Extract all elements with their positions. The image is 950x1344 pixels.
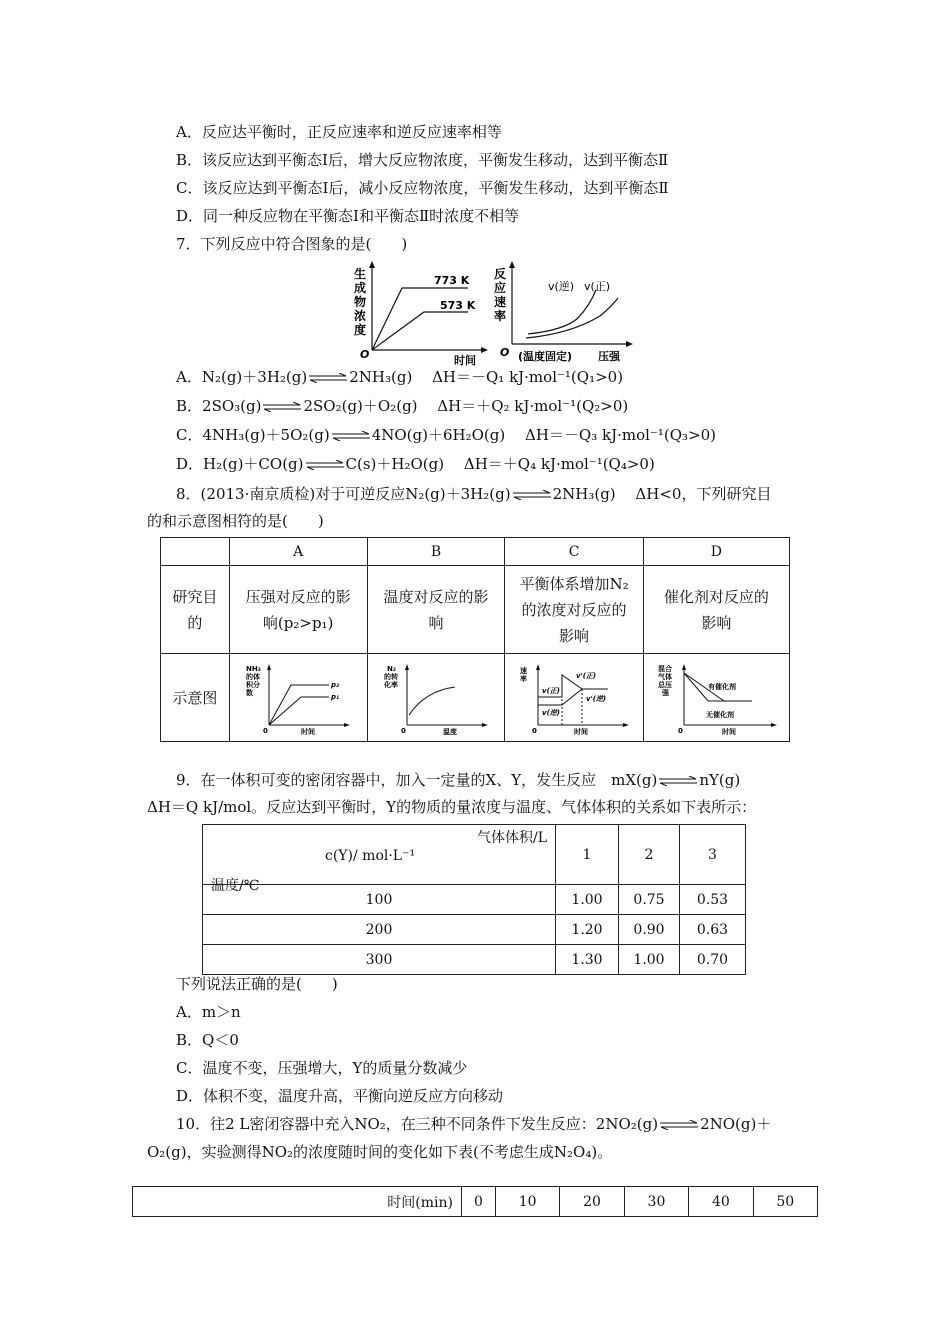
q8-purpose-d: 催化剂对反应的 影响 [643,566,789,654]
svg-text:的转: 的转 [384,672,399,681]
svg-text:v'(正): v'(正) [576,671,597,680]
q9-cell: 0.53 [680,885,746,915]
q10-header-time: 时间(min) [133,1187,462,1217]
svg-text:温度: 温度 [443,727,458,735]
q9-cell: 0.70 [680,945,746,975]
q8-stem: 8．(2013·南京质检)对于可逆反应N₂(g)＋3H₂(g) 2NH₃(g) ΔH<0，下列研究目 [176,485,772,503]
g1-ylabel-0: 生 [354,267,367,281]
g1-ylabel-4: 度 [354,323,367,337]
q6-option-a: A．反应达平衡时，正反应速率和逆反应速率相等 [176,123,502,141]
q7-option-b: B．2SO₃(g) 2SO₂(g)＋O₂(g) ΔH＝＋Q₂ kJ·mol⁻¹(Q₂>0) [176,397,629,415]
q10-stem-line1: 10．往2 L密闭容器中充入NO₂，在三种不同条件下发生反应：2NO₂(g) 2NO(g)＋ [176,1115,772,1133]
q8-table [160,537,790,742]
q8-figure-a [229,654,367,742]
equilibrium-arrow-icon [305,460,345,470]
q9-cell: 1.20 [556,915,619,945]
q7-graph1 [354,261,488,367]
g2-ylabel-1: 应 [494,281,507,295]
q9-table [202,824,746,975]
q7-stem: 7．下列反应中符合图象的是( ) [176,235,408,253]
q9-temp-300: 300 [203,945,556,975]
q10-time: 40 [689,1187,753,1217]
q10-time: 50 [753,1187,817,1217]
q9-stem-line2: ΔH＝Q kJ/mol。反应达到平衡时，Y的物质的量浓度与温度、气体体积的关系如下表所示： [147,798,757,816]
q9-cell: 1.00 [619,945,680,975]
q7-option-a: A．N₂(g)＋3H₂(g) 2NH₃(g) ΔH＝－Q₁ kJ·mol⁻¹(Q₁>0) [176,368,624,386]
svg-text:时间: 时间 [301,727,316,735]
q8-purpose-a: 压强对反应的影 响(p₂>p₁) [229,566,367,654]
svg-text:总压: 总压 [658,680,673,689]
svg-text:0: 0 [678,726,684,735]
svg-text:0: 0 [401,726,406,735]
q7-option-d: D．H₂(g)＋CO(g) C(s)＋H₂O(g) ΔH＝＋Q₄ kJ·mol⁻¹(Q₄>0) [176,455,655,473]
equilibrium-arrow-icon [659,1120,699,1130]
g2-ylabel-2: 速 [494,295,507,309]
g2-ylabel-3: 率 [494,309,507,323]
equilibrium-arrow-icon [262,402,302,412]
q7-graphs [340,260,640,370]
svg-text:v(正): v(正) [542,686,561,695]
g2-curve-rev: v(逆) [548,280,575,293]
q10-time: 30 [624,1187,688,1217]
g2-xlabel: 压强 [598,350,620,363]
g2-curve-fwd: v(正) [584,280,611,293]
q10-time: 0 [462,1187,496,1217]
svg-text:v'(逆): v'(逆) [586,694,607,703]
q6-option-b: B．该反应达到平衡态Ⅰ后，增大反应物浓度，平衡发生移动，达到平衡态Ⅱ [176,151,669,169]
q9-corner-cell [203,825,556,894]
svg-text:气体: 气体 [658,672,673,681]
q6-option-d: D．同一种反应物在平衡态Ⅰ和平衡态Ⅱ时浓度不相等 [176,207,520,225]
equilibrium-arrow-icon [308,373,348,383]
q8-purpose-c: 平衡体系增加N₂ 的浓度对反应的 影响 [505,566,643,654]
q8-figure-d [643,654,789,742]
q9-option-a: A．m＞n [176,1003,241,1021]
svg-text:混合: 混合 [658,664,673,673]
svg-text:时间: 时间 [722,727,737,735]
q8-figure-c [505,654,643,742]
q9-corner-temp: 温度/℃ [211,878,260,894]
svg-text:强: 强 [662,688,670,697]
svg-text:时间: 时间 [574,727,589,735]
q9-corner-volume: 气体体积/L [476,830,547,846]
q9-cell: 0.90 [619,915,680,945]
svg-text:NH₃: NH₃ [246,664,261,673]
q9-vol-1: 1 [556,825,619,885]
q6-option-c: C．该反应达到平衡态Ⅰ后，减小反应物浓度，平衡发生移动，达到平衡态Ⅱ [176,179,669,197]
g1-ylabel-3: 浓 [354,309,367,323]
q9-question: 下列说法正确的是( ) [176,975,338,993]
q9-vol-2: 2 [619,825,680,885]
svg-text:速: 速 [520,666,528,675]
svg-text:化率: 化率 [384,680,399,689]
equilibrium-arrow-icon [512,490,552,500]
g1-ylabel-1: 成 [354,281,367,295]
q10-time: 10 [495,1187,559,1217]
svg-text:N₂: N₂ [387,664,396,673]
svg-text:的体: 的体 [246,672,261,681]
g1-curve-573: 573 K [440,299,476,312]
q7-option-c: C．4NH₃(g)＋5O₂(g) 4NO(g)＋6H₂O(g) ΔH＝－Q₃ kJ·mol⁻¹(Q₃>0) [176,426,716,444]
svg-text:p₁: p₁ [331,692,340,701]
g2-xnote: (温度固定) [518,350,573,363]
q9-temp-100: 100 [203,885,556,915]
q8-row-purpose-label: 研究目 的 [161,566,230,654]
q10-time: 20 [560,1187,624,1217]
q9-stem-line1: 9．在一体积可变的密闭容器中，加入一定量的X、Y，发生反应 mX(g) nY(g) [176,771,741,789]
q9-option-c: C．温度不变，压强增大，Y的质量分数减少 [176,1059,468,1077]
q10-table [132,1186,818,1217]
g2-ylabel-0: 反 [494,267,507,281]
q8-header-c: C [505,538,643,566]
q8-header-d: D [643,538,789,566]
g2-origin: O [500,346,510,359]
g1-origin: O [360,348,370,361]
q9-option-b: B．Q＜0 [176,1031,239,1049]
q9-cell: 0.63 [680,915,746,945]
svg-text:无催化剂: 无催化剂 [706,710,735,719]
q8-purpose-b: 温度对反应的影 响 [367,566,505,654]
q9-temp-200: 200 [203,915,556,945]
q9-cell: 0.75 [619,885,680,915]
svg-text:有催化剂: 有催化剂 [708,682,737,691]
q9-corner-conc: c(Y)/ mol·L⁻¹ [325,848,416,864]
q7-graph2 [494,261,633,363]
g1-curve-773: 773 K [434,274,470,287]
g1-ylabel-2: 物 [354,295,367,309]
equilibrium-arrow-icon [331,431,371,441]
svg-text:积分: 积分 [246,680,261,689]
q9-option-d: D．体积不变，温度升高，平衡向逆反应方向移动 [176,1087,504,1105]
svg-text:0: 0 [532,726,537,735]
q8-header-b: B [367,538,505,566]
svg-text:p₂: p₂ [331,680,340,689]
q9-cell: 1.00 [556,885,619,915]
equilibrium-arrow-icon [658,776,698,786]
q8-header-a: A [229,538,367,566]
svg-text:数: 数 [246,688,254,697]
svg-text:率: 率 [520,674,528,683]
q9-cell: 1.30 [556,945,619,975]
svg-text:v(逆): v(逆) [542,708,561,717]
svg-text:0: 0 [263,726,269,735]
q8-row-figure-label: 示意图 [161,654,230,742]
q9-vol-3: 3 [680,825,746,885]
q8-figure-b [367,654,505,742]
q10-stem-line2: O₂(g)，实验测得NO₂的浓度随时间的变化如下表(不考虑生成N₂O₄)。 [147,1143,613,1161]
g1-xlabel: 时间 [454,354,476,367]
q8-stem-line2: 的和示意图相符的是( ) [147,512,324,530]
